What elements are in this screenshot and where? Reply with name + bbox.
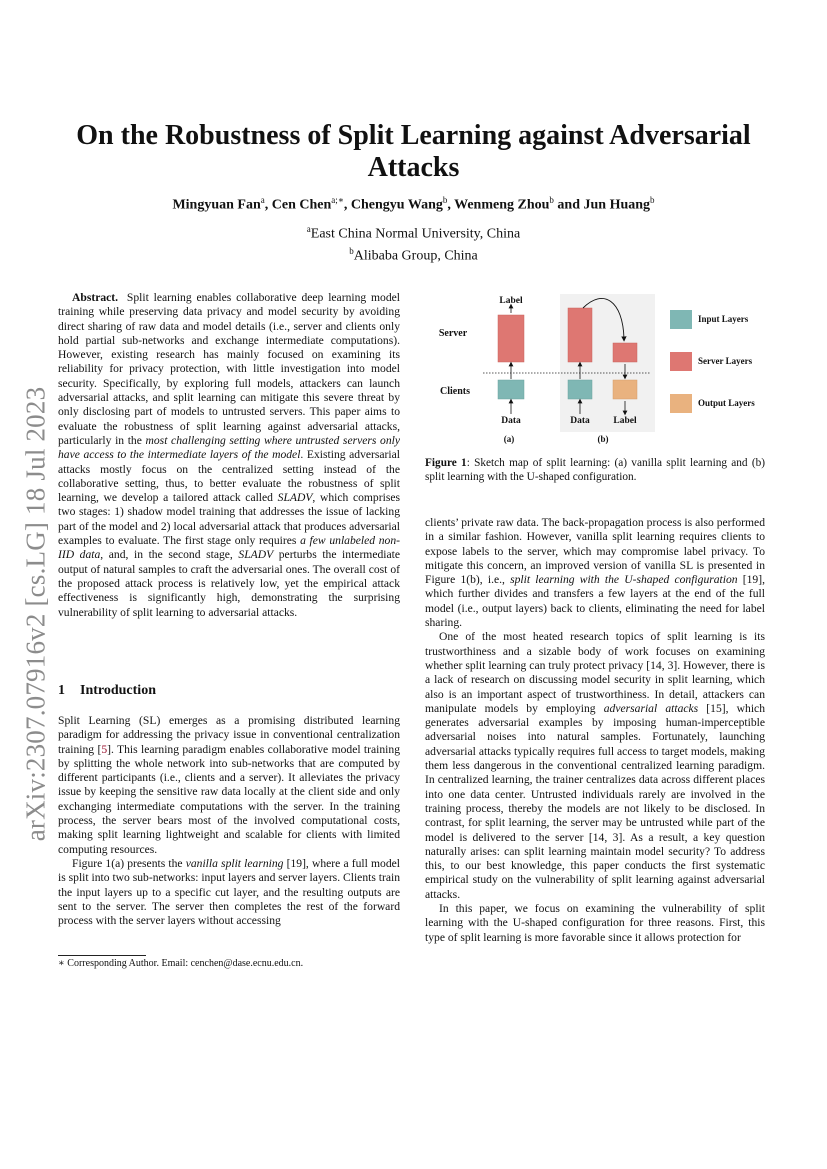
figure-svg xyxy=(425,290,765,450)
intro-paragraph-1: Split Learning (SL) emerges as a promising distributed learning paradigm for addressing the privacy issue in conventional centralization training [5]. This learning paradigm enables collaborative model training by splitting the whole network into sub-networks that are computed by different participants (i.e., clients and a server). It alleviates the privacy issue by keeping the sensitive raw data locally at the client side and only exchanging intermediate computations with the server. In the training process, the server bears most of the involved computational costs, making split learning lightweight and scalable for clients with limited computing resources. xyxy=(58,714,400,856)
input-layers-block-a xyxy=(498,380,524,399)
affiliation-a: $^a$East China Normal University, China xyxy=(306,224,521,242)
arxiv-identifier: arXiv:2307.07916v2 [cs.LG] 18 Jul 2023 xyxy=(20,386,51,842)
author-name: Wenmeng Zhou xyxy=(454,197,550,213)
intro-paragraph-2: Figure 1(a) presents the vanilla split learning [19], where a full model is split into two sub-networks: input layers and server layers. Clients train the input layers up to a specific cut layer, and the resulting outputs are sent to the server. The server then completes the rest of the forward process with the server layers without accessing xyxy=(58,856,400,928)
section-heading-introduction: 1 Introduction xyxy=(58,683,156,698)
intro-paragraph-5: In this paper, we focus on examining the vulnerability of split learning with the U-shaped configuration for three reasons. First, this type of split learning is more favorable since it allows protection for xyxy=(425,902,765,944)
output-layers-block-b xyxy=(613,380,637,399)
abstract xyxy=(58,291,400,620)
author-name: Mingyuan Fan xyxy=(172,197,261,213)
legend-swatch-output xyxy=(670,394,692,413)
abstract-paragraph: Abstract. Split learning enables collaborative deep learning model training while preserving data privacy and model security by avoiding direct sharing of raw data and model details (i.e., server and clients only hold partial sub-networks and exchange intermediate computations). However, existing research has mainly focused on examining its reliability for privacy protection, with little investigation into model security. Specifically, by exploring full models, attackers can launch adversarial attacks, and split learning can mitigate this severe threat by only disclosing part of models to untrusted servers. This paper aims to evaluate the robustness of split learning against adversarial attacks, particularly in the most challenging setting where untrusted servers only have access to the intermediate layers of the model. Existing adversarial attacks mostly focus on the centralized setting instead of the collaborative setting, thus, to better evaluate the robustness of split learning, we develop a tailored attack called SLADV, which comprises two stages: 1) shadow model training that addresses the issue of lacking part of the model and 2) local adversarial attack that produces adversarial examples to evaluate. The first stage only requires a few unlabeled non-IID data, and, in the second stage, SLADV perturbs the intermediate output of natural samples to craft the adversarial ones. The overall cost of the proposed attack process is relatively low, yet the empirical attack effectiveness is significantly high, demonstrating the surprising vulnerability of split learning to adversarial attacks. xyxy=(58,291,401,619)
author-affiliation-marker: b xyxy=(442,195,448,205)
server-layers-block-a xyxy=(498,315,524,362)
author-separator: , xyxy=(264,197,272,213)
label-label-b: Label xyxy=(613,416,637,426)
affiliations xyxy=(60,221,767,264)
author-affiliation-marker: b xyxy=(650,195,655,205)
legend-swatch-input xyxy=(670,310,692,329)
clients-row-label: Clients xyxy=(440,386,470,397)
intro-paragraph-4: One of the most heated research topics of split learning is its trustworthiness and a sizable body of work focuses on examining whether split learning can truly protect privacy [14, 3]. However, there is a lack of research on discussing model security in split learning, which also is an important aspect of trustworthiness. In detail, attackers can manipulate models by employing adversarial attacks [15], which generates adversarial examples by imposing human-imperceptible adversarial noises into natural samples. Fortunately, launching adversarial attacks typically requires full access to target models, making them less dangerous in the conventional centralized learning paradigm. In centralized learning, the trainer centralizes data across different places into one data center. Untrusted individuals rarely are involved in the training process, thereby the models are not likely to be disclosed. In contrast, for split learning, the server may be untrusted while part of the model is delivered to the server [14, 3]. As a result, a key question naturally arises: can split learning maintain model security? To address this, to our best knowledge, this paper conducts the first systematic empirical study on the vulnerability of split learning against adversarial attacks. xyxy=(425,630,765,901)
data-label-a: Data xyxy=(501,416,521,426)
author-separator: and xyxy=(553,197,584,213)
introduction-body xyxy=(58,714,400,928)
legend-input-layers: Input Layers xyxy=(698,314,749,324)
legend-output-layers: Output Layers xyxy=(698,398,755,408)
author-name: Chengyu Wang xyxy=(350,197,443,213)
subfigure-a-label: (a) xyxy=(503,434,515,444)
data-label-b: Data xyxy=(570,416,590,426)
author-list xyxy=(60,191,767,215)
affiliation-b: $^b$Alibaba Group, China xyxy=(349,245,478,264)
footnote-corresponding-author: ∗ Corresponding Author. Email: cenchen@dase.ecnu.edu.cn. xyxy=(58,958,304,969)
author-name: Cen Chen xyxy=(271,197,332,213)
citation-link[interactable]: 5 xyxy=(101,742,108,756)
author-separator: , xyxy=(343,197,351,213)
author-affiliation-marker: a;∗ xyxy=(331,195,344,205)
subfigure-b-label: (b) xyxy=(597,434,609,444)
author-separator: , xyxy=(447,197,455,213)
arxiv-sidebar-stamp xyxy=(0,0,60,1169)
server-layers-block-b xyxy=(568,308,592,362)
footnote-divider xyxy=(58,955,146,956)
legend-server-layers: Server Layers xyxy=(698,356,753,366)
figure-1-caption: Figure 1: Sketch map of split learning: (a) vanilla split learning and (b) split learning with the U-shaped configuration. xyxy=(425,457,765,483)
abstract-label: Abstract. xyxy=(72,291,119,304)
legend-swatch-server xyxy=(670,352,692,371)
figure-1-split-learning-sketch xyxy=(425,290,765,450)
label-output-a: Label xyxy=(499,296,523,306)
author-affiliation-marker: b xyxy=(549,195,554,205)
paper-title: On the Robustness of Split Learning against Adversarial Attacks xyxy=(76,120,751,183)
server-layers-small-block-b xyxy=(613,343,637,362)
intro-paragraph-3: clients’ private raw data. The back-propagation process is also performed in a similar fashion. However, vanilla split learning requires clients to expose labels to the server, which may compromise label privacy. To mitigate this concern, an improved version of vanilla SL is presented in Figure 1(b), i.e., split learning with the U-shaped configuration [19], which further divides and transfers a few layers at the end of the full model (i.e., output layers) back to clients, eliminating the need for label sharing. xyxy=(425,516,765,630)
author-name: Jun Huang xyxy=(583,197,651,213)
input-layers-block-b xyxy=(568,380,592,399)
author-affiliation-marker: a xyxy=(260,195,265,205)
introduction-body-right-column xyxy=(425,516,765,945)
server-row-label: Server xyxy=(438,328,468,339)
